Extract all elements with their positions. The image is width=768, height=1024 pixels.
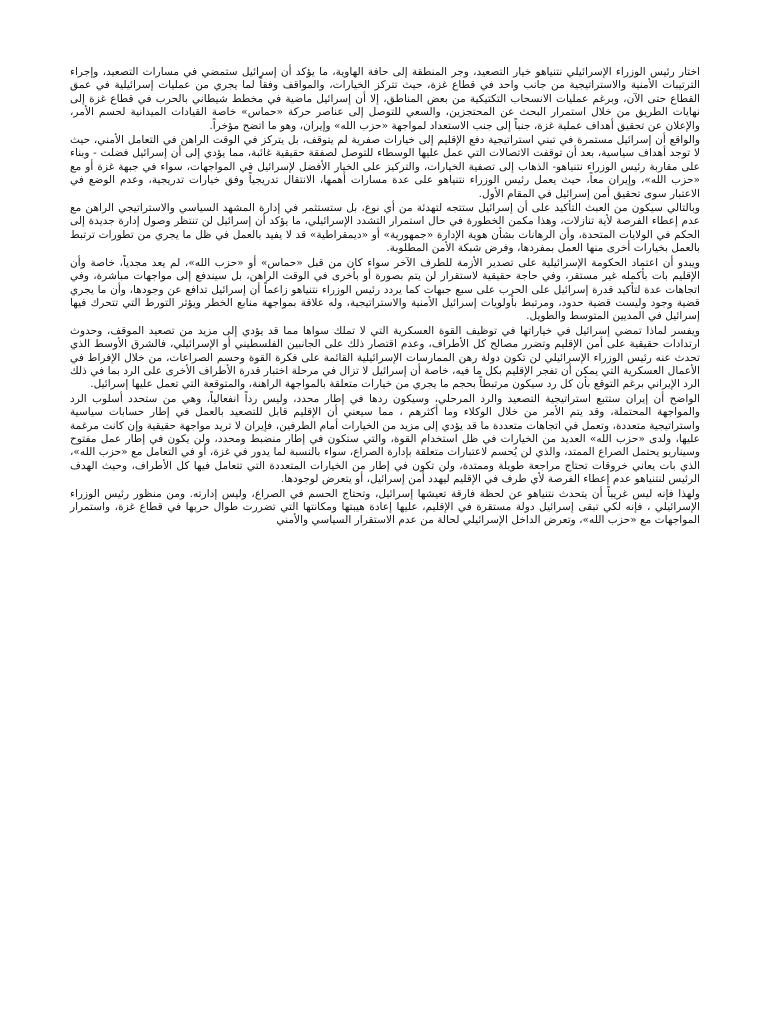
paragraph-1: اختار رئيس الوزراء الإسرائيلي نتنياهو خيار التصعيد، وجر المنطقة إلى حافة الهاوية، ما يؤكد أن إسرائيل ستمضي في مسارات التصعيد، وإجراء الترتيبات الأمنية والاستراتيجية من جانب واحد في قطاع غزة، حيث تتركز الخيارات، والمواقف وفقاً لما يجري من عمليات إسرائيلية في عمق القطاع حتى الآن، وبرغم عمليات الانسحاب التكتيكية من بعض المناطق، إلا أن إسرائيل ماضية في مخطط شيطاني بالحرب في قطاع غزة إلى نهايات الطريق من خلال استمرار البحث عن المحتجزين، والسعي للتوصل إلى عناصر حركة «حماس» خاصة القيادات الميدانية لحسم الأمر، والإعلان عن تحقيق أهداف عملية غزة، جنباً إلى جنب الاستعداد لمواجهة «حزب الله» وإيران، وهو ما اتضح مؤخراً. — [70, 66, 700, 132]
paragraph-4: ويبدو أن اعتماد الحكومة الإسرائيلية على تصدير الأزمة للطرف الآخر سواء كان من قبل «حماس» أو «حزب الله»، لم يعد مجدياً، خاصة وأن الإقليم بات بأكمله غير مستقر، وفي حاجة حقيقية لاستقرار لن يتم بصورة أو بأخرى في الوقت الراهن، بل سيندفع إلى مواجهات مباشرة، وفي اتجاهات عدة لتأكيد قدرة إسرائيل على الحرب على سبع جبهات كما يردد رئيس الوزراء نتنياهو زاعماً أن إسرائيل تدافع عن وجودها، وأن ما يجري قضية وجود وليست قضية حدود، ومرتبط بأولويات إسرائيل الأمنية والاستراتيجية، وله علاقة بمواجهة منابع الخطر ويؤثر التورط التي تتحرك فيها إسرائيل في المديين المتوسط والطويل. — [70, 256, 700, 323]
paragraph-6: الواضح أن إيران ستتبع استراتيجية التصعيد والرد المرحلي، وسيكون ردها في إطار محدد، وليس رداً انفعالياً، وهي من ستحدد أسلوب الرد والمواجهة المحتملة، وقد يتم الأمر من خلال الوكلاء وما أكثرهم ، مما سيعني أن الإقليم قابل للتصعيد بالعمل في إطار حسابات سياسية واستراتيجية متعددة، وتعمل في اتجاهات متعددة ما قد يؤدي إلى مزيد من الخيارات أمام الطرفين، فإيران لا تريد مواجهة حقيقية وإن كانت مرغمة عليها، ولدى «حزب الله» العديد من الخيارات في ظل استخدام القوة، والتي ستكون في إطار منضبط ومحدد، ولن يكون في إطار عمل مفتوح وسيناريو يحتمل الصراع الممتد، والذي لن يُحسم لاعتبارات متعلقة بإدارة الصراع، سواء بالنسبة لما يدور في غزة، أو في التعامل مع «حزب الله»، الذي بات يعاني خروقات تحتاج مراجعة طويلة وممتدة، ولن تكون في إطار من الخيارات المتعددة التي تتعامل فيها كل الأطراف، وحيث الهدف الرئيس لنتنياهو عدم إعطاء الفرصة لأي طرف في الإقليم ليهدد أمن إسرائيل، أو يتعرض لوجودها. — [70, 392, 700, 486]
paragraph-5: ويفسر لماذا تمضي إسرائيل في خياراتها في توظيف القوة العسكرية التي لا تملك سواها مما قد يؤدي إلى مزيد من تصعيد الموقف، وحدوث ارتدادات حقيقية على أمن الإقليم وتضرر مصالح كل الأطراف، وعدم اقتصار ذلك على الجانبين الفلسطيني أو الإسرائيلي، فالشرق الأوسط الذي تحدث عنه رئيس الوزراء الإسرائيلي لن تكون دولة رهن الممارسات الإسرائيلية القائمة على فكرة القوة وحسم الصراعات، من خلال الإفراط في الأعمال العسكرية التي يمكن أن تفجر الإقليم بكل ما فيه، خاصة أن إسرائيل لا تزال في مرحلة اختبار قدرة الأطراف الأخرى على الرد بما في ذلك الرد الإيراني برغم التوقع بأن كل رد سيكون مرتبطاً بحجم ما يجري من خيارات متعلقة بالمواجهة الراهنة، والمتوقعة التي تعمل عليها إسرائيل. — [70, 324, 700, 391]
paragraph-7: ولهذا فإنه ليس غريباً أن يتحدث نتنياهو عن لحظة فارقة تعيشها إسرائيل، وتحتاج الحسم في الصراع، وليس إدارته. ومن منظور رئيس الوزراء الإسرائيلي ، فإنه لكي تبقى إسرائيل دولة مستقرة في الإقليم، عليها إعادة هيبتها ومكانتها التي تضررت طوال حربها في قطاع غزة، واستمرار المواجهات مع «حزب الله»، وتعرض الداخل الإسرائيلي لحالة من عدم الاستقرار السياسي والأمني — [70, 487, 700, 527]
paragraph-2: والواقع أن إسرائيل مستمرة في تبني استراتيجية دفع الإقليم إلى خيارات صفرية لم يتوقف، بل يتركز في الوقت الراهن في التعامل الأمني، حيث لا توجد أهداف سياسية، بعد أن توقفت الاتصالات التي عمل عليها الوسطاء للتوصل لصفقة حقيقية غائبة، مما يؤدي إلى أن إسرائيل فضلت - وبناء على مقاربة رئيس الوزراء نتنياهو- الذهاب إلى تصفية الخيارات، والتركيز على الخيار الأفضل لإسرائيل في المواجهات، سواء في جبهة غزة أو مع «حزب الله»، وإيران معاً، حيث يعمل رئيس الوزراء نتنياهو على عدة مسارات أهمها، الانتقال تدريجياً وفق خيارات تدريجية، وعدم الوضع في الاعتبار سوى تحقيق أمن إسرائيل في المقام الأول. — [70, 134, 700, 200]
paragraph-3: وبالتالي سيكون من العبث التأكيد على أن إسرائيل ستتجه لتهدئة من أي نوع، بل ستستثمر في إدارة المشهد السياسي والاستراتيجي الراهن مع عدم إعطاء الفرصة لأية تنازلات، وهذا مكمن الخطورة في حال استمرار التشدد الإسرائيلي، ما يؤكد أن إسرائيل لن تنتظر وصول إدارة جديدة إلى الحكم في الولايات المتحدة، وأن الرهانات بشأن هوية الإدارة «جمهورية» أو «ديمقراطية» قد لا يفيد بالعمل في ظل ما يجري من تطورات ترتبط بالعمل بخيارات أخرى منها العمل بمفردها، وفرض شبكة الأمن المطلوبة. — [70, 202, 700, 255]
document-body — [70, 66, 700, 529]
